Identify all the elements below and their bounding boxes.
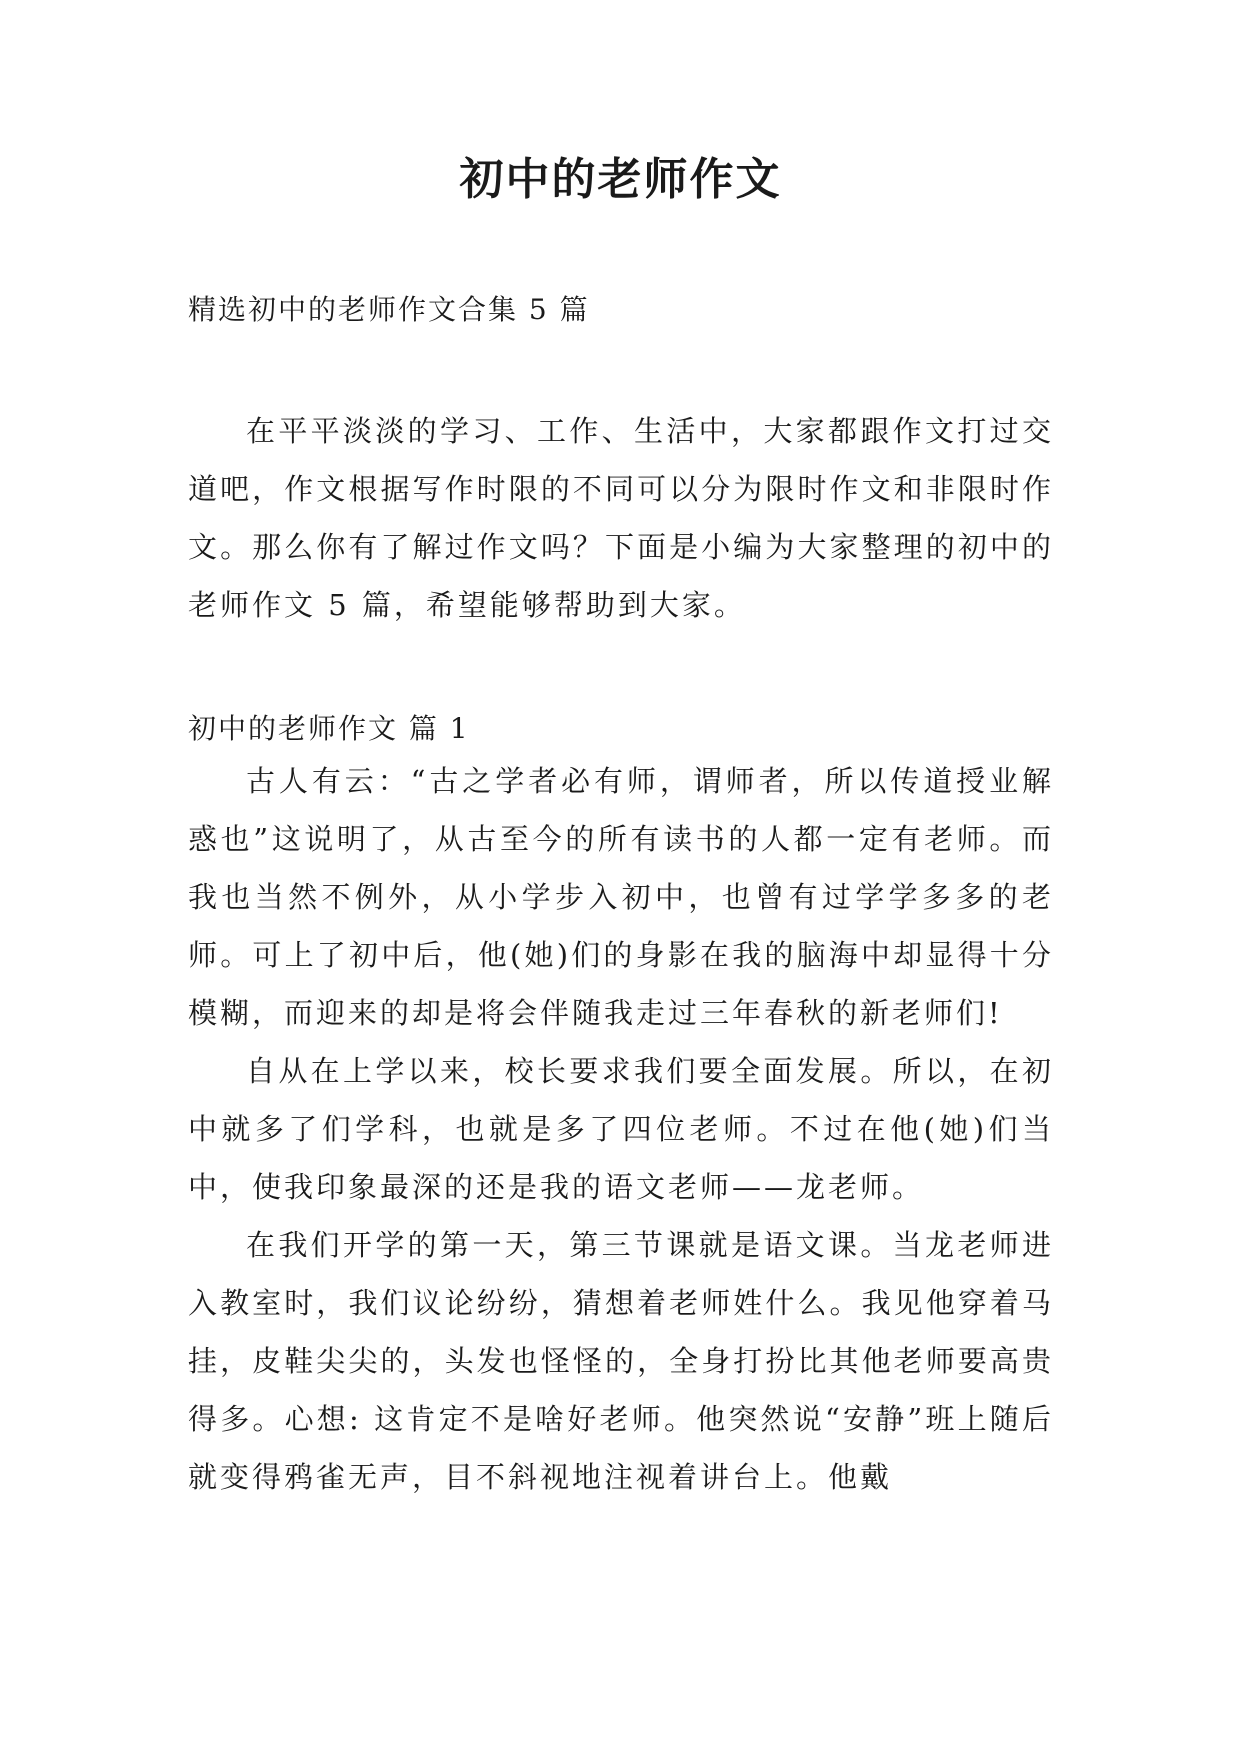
section-heading: 初中的老师作文 篇 1 — [188, 712, 470, 745]
article-paragraph-2: 自从在上学以来，校长要求我们要全面发展。所以，在初中就多了们学科，也就是多了四位老师。不过在他(她)们当中，使我印象最深的还是我的语文老师——龙老师。 — [188, 1054, 1054, 1204]
article-body — [188, 752, 1054, 1506]
intro-block — [188, 402, 1054, 634]
intro-paragraph: 在平平淡淡的学习、工作、生活中，大家都跟作文打过交道吧，作文根据写作时限的不同可以分为限时作文和非限时作文。那么你有了解过作文吗？下面是小编为大家整理的初中的老师作文 5 篇，希望能够帮助到大家。 — [188, 414, 1054, 622]
document-subtitle: 精选初中的老师作文合集 5 篇 — [188, 293, 590, 326]
document-title: 初中的老师作文 — [459, 154, 782, 205]
article-paragraph-1: 古人有云：“古之学者必有师，谓师者，所以传道授业解惑也”这说明了，从古至今的所有读书的人都一定有老师。而我也当然不例外，从小学步入初中，也曾有过学学多多的老师。可上了初中后，他(她)们的身影在我的脑海中却显得十分模糊，而迎来的却是将会伴随我走过三年春秋的新老师们! — [188, 764, 1054, 1030]
article-paragraph-3: 在我们开学的第一天，第三节课就是语文课。当龙老师进入教室时，我们议论纷纷，猜想着老师姓什么。我见他穿着马挂，皮鞋尖尖的，头发也怪怪的，全身打扮比其他老师要高贵得多。心想: 这肯定不是啥好老师。他突然说“安静”班上随后就变得鸦雀无声，目不斜视地注视着讲台上。他戴 — [188, 1228, 1054, 1494]
